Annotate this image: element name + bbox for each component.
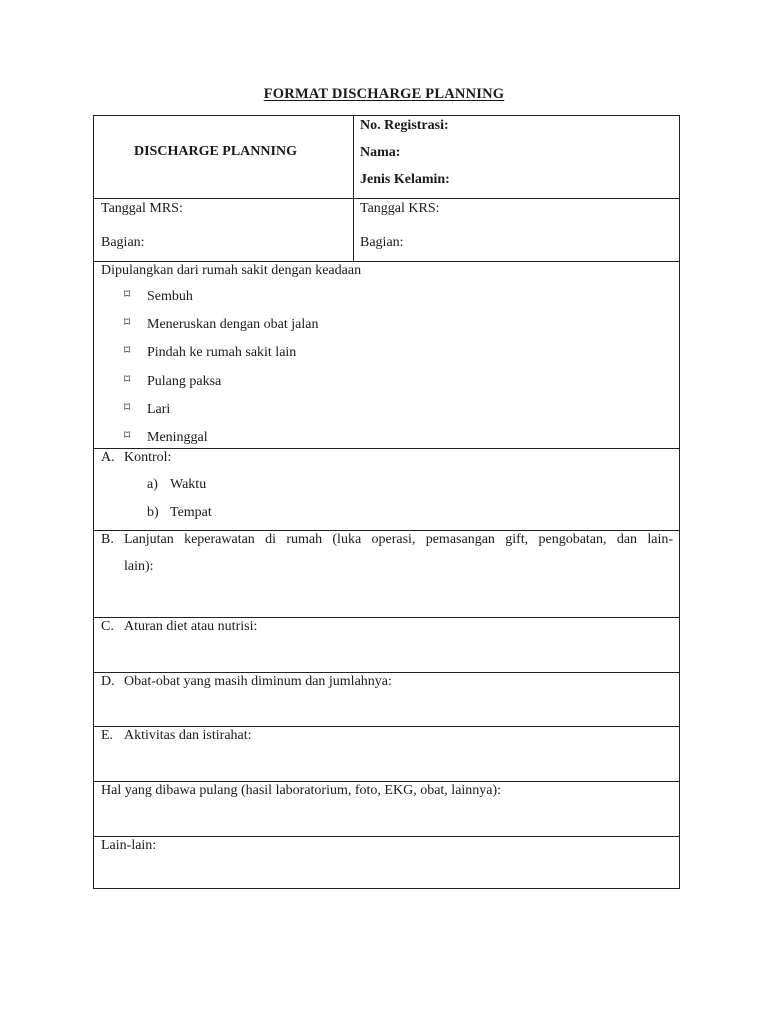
lanjutan-line2: lain): bbox=[124, 559, 154, 574]
aktivitas-label: Aktivitas dan istirahat: bbox=[124, 728, 252, 743]
header-row bbox=[94, 116, 679, 198]
discharge-planning-label: DISCHARGE PLANNING bbox=[134, 144, 297, 159]
kontrol-label: Kontrol: bbox=[124, 450, 172, 465]
option-sembuh[interactable]: Sembuh bbox=[147, 289, 193, 304]
aturan-diet-marker: C. bbox=[101, 619, 114, 634]
aturan-diet-label: Aturan diet atau nutrisi: bbox=[124, 619, 258, 634]
aktivitas-marker: E. bbox=[101, 728, 114, 743]
lanjutan-row bbox=[94, 530, 679, 617]
kontrol-row bbox=[94, 448, 679, 530]
tanggal-krs-field[interactable]: Tanggal KRS: bbox=[360, 201, 440, 216]
discharge-form-table bbox=[93, 115, 680, 889]
bullet-icon: ⌑ bbox=[124, 372, 131, 386]
aturan-diet-row[interactable] bbox=[94, 617, 679, 672]
hal-dibawa-label: Hal yang dibawa pulang (hasil laboratorium, foto, EKG, obat, lainnya): bbox=[101, 783, 502, 798]
jenis-kelamin-field[interactable]: Jenis Kelamin: bbox=[360, 172, 450, 187]
form-title-text: FORMAT DISCHARGE PLANNING bbox=[263, 86, 505, 102]
bagian-right-field[interactable]: Bagian: bbox=[360, 235, 404, 250]
obat-label: Obat-obat yang masih diminum dan jumlahnya: bbox=[124, 674, 392, 689]
option-meninggal[interactable]: Meninggal bbox=[147, 430, 208, 445]
dates-row bbox=[94, 198, 679, 261]
obat-marker: D. bbox=[101, 674, 115, 689]
tempat-field[interactable]: Tempat bbox=[170, 505, 212, 520]
discharge-condition-row bbox=[94, 261, 679, 448]
hal-dibawa-row[interactable] bbox=[94, 781, 679, 836]
obat-row[interactable] bbox=[94, 672, 679, 726]
tempat-marker: b) bbox=[147, 505, 159, 520]
form-title bbox=[0, 86, 768, 103]
aktivitas-row[interactable] bbox=[94, 726, 679, 781]
dates-divider bbox=[353, 199, 354, 261]
bagian-left-field[interactable]: Bagian: bbox=[101, 235, 145, 250]
bullet-icon: ⌑ bbox=[124, 315, 131, 329]
tanggal-mrs-field[interactable]: Tanggal MRS: bbox=[101, 201, 183, 216]
lanjutan-marker: B. bbox=[101, 532, 114, 547]
nama-field[interactable]: Nama: bbox=[360, 145, 401, 160]
lanjutan-line1: Lanjutan keperawatan di rumah (luka operasi, pemasangan gift, pengobatan, dan lain- bbox=[124, 532, 673, 547]
option-pindah-rumah-sakit[interactable]: Pindah ke rumah sakit lain bbox=[147, 345, 297, 360]
bullet-icon: ⌑ bbox=[124, 343, 131, 357]
waktu-marker: a) bbox=[147, 477, 158, 492]
bullet-icon: ⌑ bbox=[124, 400, 131, 414]
lain-lain-row[interactable] bbox=[94, 836, 679, 888]
option-lari[interactable]: Lari bbox=[147, 402, 171, 417]
option-pulang-paksa[interactable]: Pulang paksa bbox=[147, 374, 222, 389]
waktu-field[interactable]: Waktu bbox=[170, 477, 207, 492]
lain-lain-label: Lain-lain: bbox=[101, 838, 157, 853]
bullet-icon: ⌑ bbox=[124, 428, 131, 442]
header-divider bbox=[353, 116, 354, 198]
option-meneruskan-obat-jalan[interactable]: Meneruskan dengan obat jalan bbox=[147, 317, 319, 332]
bullet-icon: ⌑ bbox=[124, 287, 131, 301]
no-registrasi-field[interactable]: No. Registrasi: bbox=[360, 118, 449, 133]
kontrol-marker: A. bbox=[101, 450, 115, 465]
discharge-condition-heading: Dipulangkan dari rumah sakit dengan keadaan bbox=[101, 263, 362, 278]
